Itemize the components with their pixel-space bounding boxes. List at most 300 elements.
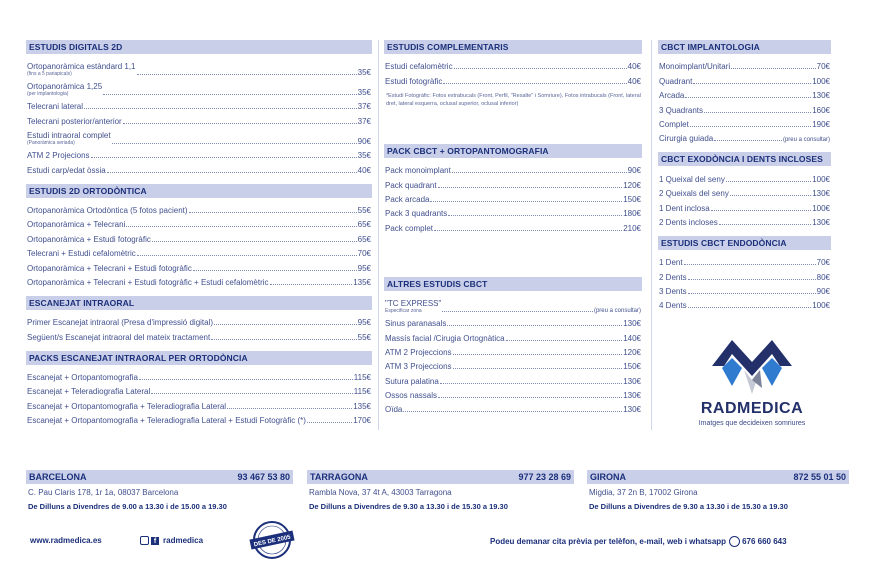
service-price: 150€ bbox=[623, 194, 641, 204]
service-name bbox=[659, 77, 692, 86]
service-name bbox=[659, 106, 703, 115]
service-label: Estudi fotogràfic bbox=[385, 76, 443, 86]
service-name bbox=[27, 278, 269, 287]
seal-text: DES DE 2005 bbox=[253, 534, 292, 549]
office-phone[interactable]: 977 23 28 69 bbox=[518, 472, 571, 482]
service-price: 130€ bbox=[623, 319, 641, 329]
radmedica-logo-icon bbox=[682, 336, 822, 398]
price-row bbox=[384, 294, 642, 314]
service-price: 40€ bbox=[627, 62, 641, 72]
office-phone[interactable]: 872 55 01 50 bbox=[793, 472, 846, 482]
section-cbct-implantologia bbox=[658, 40, 831, 143]
office-address: Migdia, 37 2n B, 17002 Girona bbox=[589, 488, 698, 497]
service-price: (preu a consultar) bbox=[782, 137, 830, 144]
price-row bbox=[26, 368, 372, 382]
office-tarragona bbox=[307, 470, 574, 511]
service-label: Sinus paranasals bbox=[385, 319, 447, 329]
service-label: Pack 3 quadrants bbox=[385, 209, 448, 219]
service-label: 2 Dents bbox=[659, 272, 687, 282]
service-label: Ortopanoràmica Ortodòntica (5 fotos pacient) bbox=[27, 205, 188, 215]
service-price: (preu a consultar) bbox=[593, 307, 641, 314]
service-label: Escanejat + Teleradiografia Lateral bbox=[27, 387, 151, 397]
cta-text: Podeu demanar cita prèvia per telèfon, e-mail, web i whatsapp bbox=[490, 537, 727, 546]
leader-dots bbox=[434, 230, 622, 231]
service-name bbox=[27, 318, 213, 327]
service-price: 180€ bbox=[623, 209, 641, 219]
price-row bbox=[658, 213, 831, 227]
social-handle[interactable] bbox=[140, 536, 203, 545]
facebook-icon: f bbox=[151, 537, 159, 545]
leader-dots bbox=[453, 354, 623, 355]
leader-dots bbox=[730, 195, 811, 196]
service-price: 140€ bbox=[623, 333, 641, 343]
service-price: 130€ bbox=[812, 189, 830, 199]
service-price: 35€ bbox=[357, 151, 371, 161]
service-label: Pack quadrant bbox=[385, 180, 437, 190]
service-label: Ortopanoràmica + Telecrani + Estudi fotogràfic bbox=[27, 263, 192, 273]
service-label: Escanejat + Ortopantomografia bbox=[27, 373, 138, 383]
office-hours: De Dilluns a Divendres de 9.00 a 13.30 i de 15.00 a 19.30 bbox=[28, 502, 227, 511]
price-row bbox=[658, 169, 831, 183]
service-price: 130€ bbox=[812, 91, 830, 101]
service-price: 100€ bbox=[812, 76, 830, 86]
section-title: ESTUDIS DIGITALS 2D bbox=[26, 40, 372, 54]
section-cbct-endodoncia bbox=[658, 236, 831, 311]
service-name bbox=[659, 134, 713, 143]
service-price: 35€ bbox=[357, 68, 371, 77]
service-name bbox=[659, 120, 689, 129]
price-row bbox=[26, 111, 372, 125]
service-name bbox=[385, 166, 451, 175]
service-name bbox=[27, 373, 138, 382]
leader-dots bbox=[685, 97, 811, 98]
section-title: ALTRES ESTUDIS CBCT bbox=[384, 277, 642, 291]
leader-dots bbox=[112, 143, 357, 144]
column-right bbox=[658, 40, 831, 319]
service-label: Arcada bbox=[659, 91, 685, 101]
service-label: Estudi intraoral complet bbox=[27, 130, 111, 140]
service-name bbox=[385, 319, 446, 328]
service-price: 190€ bbox=[812, 119, 830, 129]
office-city: GIRONA bbox=[590, 472, 626, 482]
price-row bbox=[26, 57, 372, 77]
service-price: 55€ bbox=[357, 205, 371, 215]
service-name bbox=[659, 204, 710, 213]
service-label: Monoimplant/Unitari bbox=[659, 62, 731, 72]
service-price: 95€ bbox=[357, 263, 371, 273]
section-digitals bbox=[26, 40, 372, 175]
leader-dots bbox=[214, 324, 357, 325]
service-name bbox=[659, 91, 684, 100]
leader-dots bbox=[126, 226, 356, 227]
column-divider bbox=[378, 40, 379, 430]
price-row bbox=[658, 253, 831, 267]
brand-tagline: Imatges que decideixen somriures bbox=[698, 420, 806, 427]
service-label: Massís facial /Cirugia Ortognàtica bbox=[385, 333, 505, 343]
section-title: ESTUDIS COMPLEMENTARIS bbox=[384, 40, 642, 54]
leader-dots bbox=[123, 123, 357, 124]
instagram-icon bbox=[140, 536, 149, 545]
leader-dots bbox=[211, 339, 356, 340]
service-price: 130€ bbox=[623, 391, 641, 401]
leader-dots bbox=[453, 368, 623, 369]
leader-dots bbox=[189, 212, 357, 213]
price-row bbox=[26, 313, 372, 327]
service-label: Telecrani + Estudi cefalomètric bbox=[27, 249, 136, 259]
service-price: 100€ bbox=[812, 301, 830, 311]
service-label: Escanejat + Ortopantomografia + Teleradiografia Lateral bbox=[27, 401, 227, 411]
service-name bbox=[27, 220, 125, 229]
service-name bbox=[385, 195, 429, 204]
leader-dots bbox=[704, 112, 811, 113]
price-row bbox=[384, 57, 642, 71]
service-label: 2 Dents incloses bbox=[659, 217, 718, 227]
leader-dots bbox=[688, 307, 812, 308]
service-price: 40€ bbox=[627, 76, 641, 86]
service-name bbox=[27, 131, 111, 146]
price-row bbox=[384, 218, 642, 232]
service-name bbox=[659, 287, 687, 296]
leader-dots bbox=[719, 224, 812, 225]
leader-dots bbox=[442, 311, 593, 312]
service-name bbox=[385, 405, 402, 414]
price-row bbox=[384, 204, 642, 218]
footer bbox=[30, 532, 848, 552]
service-name bbox=[385, 391, 437, 400]
service-name bbox=[27, 235, 151, 244]
service-price: 90€ bbox=[816, 287, 830, 297]
service-price: 130€ bbox=[623, 376, 641, 386]
column-divider bbox=[651, 40, 652, 430]
service-price: 37€ bbox=[357, 102, 371, 112]
service-label: Ossos nassals bbox=[385, 391, 438, 401]
leader-dots bbox=[137, 255, 357, 256]
section-complementaris bbox=[384, 40, 642, 108]
service-price: 95€ bbox=[357, 318, 371, 328]
price-row bbox=[26, 215, 372, 229]
service-name bbox=[659, 258, 683, 267]
service-name bbox=[659, 218, 718, 227]
service-label: Ortopanoràmica 1,25 bbox=[27, 82, 103, 91]
price-row bbox=[658, 296, 831, 310]
seal-badge-icon bbox=[246, 520, 298, 560]
service-price: 70€ bbox=[357, 249, 371, 259]
leader-dots bbox=[307, 422, 352, 423]
service-label: Ortopanoràmica + Telecrani + Estudi fotogràfic + Estudi cefalomètric bbox=[27, 277, 269, 287]
service-price: 170€ bbox=[353, 416, 371, 426]
price-row bbox=[26, 97, 372, 111]
section-title: ESTUDIS CBCT ENDODÒNCIA bbox=[658, 236, 831, 250]
price-row bbox=[384, 71, 642, 85]
office-hours: De Dilluns a Divendres de 9.30 a 13.30 i de 15.30 a 19.30 bbox=[309, 502, 508, 511]
whatsapp-number[interactable]: 676 660 643 bbox=[742, 537, 787, 546]
service-price: 100€ bbox=[812, 203, 830, 213]
photo-study-footnote: *Estudi Fotogràfic: Fotos extrabucals (Front, Perfil, "Resalte" i Somriure), Fotos intrabucals (Front, lateral dret, lateral esquerra, oclusal superior, oclusal inferior) bbox=[386, 92, 641, 107]
service-price: 70€ bbox=[816, 62, 830, 72]
leader-dots bbox=[193, 270, 357, 271]
price-row bbox=[658, 71, 831, 85]
service-name bbox=[27, 416, 306, 425]
leader-dots bbox=[438, 187, 623, 188]
leader-dots bbox=[227, 408, 352, 409]
price-row bbox=[26, 396, 372, 410]
leader-dots bbox=[688, 279, 816, 280]
service-label: 2 Queixals del seny bbox=[659, 189, 729, 199]
price-row bbox=[384, 386, 642, 400]
service-name bbox=[385, 377, 439, 386]
price-row bbox=[658, 184, 831, 198]
service-label: Estudi cefalomètric bbox=[385, 62, 453, 72]
section-title: ESCANEJAT INTRAORAL bbox=[26, 296, 372, 310]
service-name bbox=[385, 224, 433, 233]
section-title: PACK CBCT + ORTOPANTOMOGRAFIA bbox=[384, 144, 642, 158]
service-price: 65€ bbox=[357, 220, 371, 230]
leader-dots bbox=[714, 140, 782, 141]
leader-dots bbox=[454, 68, 627, 69]
service-label: Ortopanoràmica estàndard 1,1 bbox=[27, 62, 136, 71]
service-price: 37€ bbox=[357, 116, 371, 126]
office-girona bbox=[587, 470, 849, 511]
service-label: Escanejat + Ortopantomografia + Teleradiografia Lateral + Estudi Fotogràfic (*) bbox=[27, 416, 306, 426]
leader-dots bbox=[711, 210, 812, 211]
price-row bbox=[26, 411, 372, 425]
section-pack-cbct bbox=[384, 144, 642, 233]
service-name bbox=[385, 299, 441, 314]
service-price: 130€ bbox=[812, 217, 830, 227]
section-title: CBCT IMPLANTOLOGIA bbox=[658, 40, 831, 54]
price-row bbox=[26, 273, 372, 287]
service-name bbox=[27, 82, 102, 97]
appointment-cta bbox=[490, 536, 787, 547]
office-barcelona bbox=[26, 470, 293, 511]
leader-dots bbox=[430, 201, 622, 202]
service-name bbox=[659, 273, 687, 282]
service-note: (Panoràmica seriada) bbox=[27, 139, 75, 146]
service-name bbox=[27, 333, 210, 342]
section-packs-orto bbox=[26, 351, 372, 426]
price-row bbox=[658, 57, 831, 71]
section-altres-cbct bbox=[384, 277, 642, 415]
service-label: Ortopanoràmica + Estudi fotogràfic bbox=[27, 234, 151, 244]
office-address: Rambla Nova, 37 4t A, 43003 Tarragona bbox=[309, 488, 452, 497]
service-label: 1 Dent bbox=[659, 258, 683, 268]
service-label: 4 Dents bbox=[659, 301, 687, 311]
column-left bbox=[26, 40, 372, 434]
section-title: ESTUDIS 2D ORTODÒNTICA bbox=[26, 184, 372, 198]
section-title: CBCT EXODÒNCIA I DENTS INCLOSES bbox=[658, 152, 831, 166]
leader-dots bbox=[690, 126, 811, 127]
service-price: 115€ bbox=[353, 373, 371, 383]
price-row bbox=[26, 201, 372, 215]
service-name bbox=[659, 301, 687, 310]
price-row bbox=[26, 258, 372, 272]
service-price: 65€ bbox=[357, 234, 371, 244]
service-price: 210€ bbox=[623, 223, 641, 233]
price-row bbox=[26, 160, 372, 174]
price-row bbox=[26, 244, 372, 258]
service-label: Oïda bbox=[385, 405, 403, 415]
service-price: 40€ bbox=[357, 165, 371, 175]
service-label: 1 Dent inclosa bbox=[659, 203, 710, 213]
price-row bbox=[658, 100, 831, 114]
service-name bbox=[27, 264, 192, 273]
service-name bbox=[27, 402, 226, 411]
service-label: Ortopanoràmica + Telecrani bbox=[27, 220, 126, 230]
price-row bbox=[26, 146, 372, 160]
service-price: 150€ bbox=[623, 362, 641, 372]
price-row bbox=[26, 126, 372, 146]
service-label: 3 Dents bbox=[659, 287, 687, 297]
office-city: TARRAGONA bbox=[310, 472, 368, 482]
leader-dots bbox=[91, 157, 357, 158]
price-row bbox=[384, 400, 642, 414]
service-price: 130€ bbox=[623, 405, 641, 415]
service-label: ATM 2 Projeccions bbox=[385, 347, 452, 357]
service-label: Pack complet bbox=[385, 223, 434, 233]
service-label: Quadrant bbox=[659, 76, 693, 86]
service-note: Especificar zona bbox=[385, 307, 422, 314]
service-name bbox=[27, 102, 83, 111]
service-name bbox=[385, 334, 505, 343]
service-price: 100€ bbox=[812, 174, 830, 184]
service-name bbox=[385, 181, 437, 190]
service-name bbox=[27, 249, 136, 258]
price-row bbox=[658, 198, 831, 212]
leader-dots bbox=[440, 383, 622, 384]
price-row bbox=[384, 175, 642, 189]
service-price: 55€ bbox=[357, 332, 371, 342]
office-hours: De Dilluns a Divendres de 9.30 a 13.30 i de 15.30 a 19.30 bbox=[589, 502, 788, 511]
service-name bbox=[659, 62, 730, 71]
leader-dots bbox=[438, 397, 622, 398]
leader-dots bbox=[452, 172, 627, 173]
service-price: 120€ bbox=[623, 347, 641, 357]
service-name bbox=[385, 209, 447, 218]
service-name bbox=[27, 62, 136, 77]
leader-dots bbox=[447, 325, 622, 326]
office-city: BARCELONA bbox=[29, 472, 87, 482]
service-name bbox=[659, 189, 729, 198]
since-2005-seal bbox=[246, 520, 298, 560]
price-row bbox=[658, 86, 831, 100]
service-label: 1 Queixal del seny bbox=[659, 174, 725, 184]
service-label: Cirurgia guiada bbox=[659, 134, 714, 144]
service-name bbox=[27, 117, 122, 126]
service-name bbox=[385, 77, 442, 86]
leader-dots bbox=[151, 393, 353, 394]
service-name bbox=[385, 362, 452, 371]
office-address: C. Pau Claris 178, 1r 1a, 08037 Barcelona bbox=[28, 488, 179, 497]
price-row bbox=[658, 115, 831, 129]
leader-dots bbox=[139, 379, 353, 380]
service-price: 160€ bbox=[812, 105, 830, 115]
service-label: 3 Quadrants bbox=[659, 105, 704, 115]
price-row bbox=[384, 371, 642, 385]
brand-name: RADMEDICA bbox=[700, 400, 804, 417]
service-label: ATM 3 Projeccions bbox=[385, 362, 452, 372]
service-price: 115€ bbox=[353, 387, 371, 397]
price-row bbox=[26, 382, 372, 396]
leader-dots bbox=[693, 83, 811, 84]
service-price: 70€ bbox=[816, 258, 830, 268]
section-ortodontica bbox=[26, 184, 372, 287]
whatsapp-icon bbox=[729, 536, 740, 547]
section-escanejat bbox=[26, 296, 372, 342]
leader-dots bbox=[270, 284, 353, 285]
service-name bbox=[27, 206, 188, 215]
service-name bbox=[27, 387, 150, 396]
service-name bbox=[385, 348, 452, 357]
service-price: 90€ bbox=[627, 166, 641, 176]
service-name bbox=[385, 62, 453, 71]
service-price: 120€ bbox=[623, 180, 641, 190]
leader-dots bbox=[84, 108, 357, 109]
price-row bbox=[384, 343, 642, 357]
price-row bbox=[384, 328, 642, 342]
price-row bbox=[658, 282, 831, 296]
service-name bbox=[27, 151, 90, 160]
brand-logo bbox=[682, 336, 822, 436]
leader-dots bbox=[403, 411, 622, 412]
service-label: Següent/s Escanejat intraoral del mateix tractament bbox=[27, 332, 211, 342]
service-price: 35€ bbox=[357, 88, 371, 97]
section-cbct-exodoncia bbox=[658, 152, 831, 227]
service-label: Primer Escanejat intraoral (Presa d'impressió digital) bbox=[27, 318, 214, 328]
leader-dots bbox=[688, 293, 816, 294]
service-price: 80€ bbox=[816, 272, 830, 282]
service-name bbox=[659, 175, 725, 184]
social-label: radmedica bbox=[163, 536, 204, 545]
leader-dots bbox=[152, 241, 357, 242]
leader-dots bbox=[506, 340, 623, 341]
service-note: (fins a 5 pariapicals) bbox=[27, 71, 72, 77]
leader-dots bbox=[107, 172, 357, 173]
service-label: Pack monoimplant bbox=[385, 166, 451, 176]
leader-dots bbox=[137, 74, 357, 75]
leader-dots bbox=[103, 94, 356, 95]
column-middle bbox=[384, 40, 642, 423]
service-label: Pack arcada bbox=[385, 194, 430, 204]
service-price: 135€ bbox=[353, 277, 371, 287]
service-label: Estudi carp/edat òssia bbox=[27, 165, 106, 175]
section-title: PACKS ESCANEJAT INTRAORAL PER ORTODÒNCIA bbox=[26, 351, 372, 365]
service-price: 135€ bbox=[353, 401, 371, 411]
price-row bbox=[384, 357, 642, 371]
price-row bbox=[26, 327, 372, 341]
leader-dots bbox=[443, 83, 626, 84]
leader-dots bbox=[684, 264, 816, 265]
service-name bbox=[27, 166, 106, 175]
service-label: "TC EXPRESS" bbox=[385, 298, 442, 308]
service-label: ATM 2 Projecions bbox=[27, 151, 90, 161]
website-link[interactable]: www.radmedica.es bbox=[30, 536, 102, 545]
service-label: Complet bbox=[659, 119, 689, 129]
service-price: 90€ bbox=[357, 136, 371, 146]
leader-dots bbox=[726, 181, 811, 182]
leader-dots bbox=[731, 68, 816, 69]
service-label: Sutura palatina bbox=[385, 376, 439, 386]
price-row bbox=[384, 161, 642, 175]
price-row bbox=[658, 129, 831, 143]
price-row bbox=[384, 314, 642, 328]
price-row bbox=[384, 190, 642, 204]
price-row bbox=[26, 77, 372, 97]
price-row bbox=[26, 229, 372, 243]
leader-dots bbox=[448, 215, 622, 216]
office-phone[interactable]: 93 467 53 80 bbox=[237, 472, 290, 482]
service-note: (per implantologia) bbox=[27, 91, 69, 97]
service-label: Telecrani posterior/anterior bbox=[27, 116, 122, 126]
